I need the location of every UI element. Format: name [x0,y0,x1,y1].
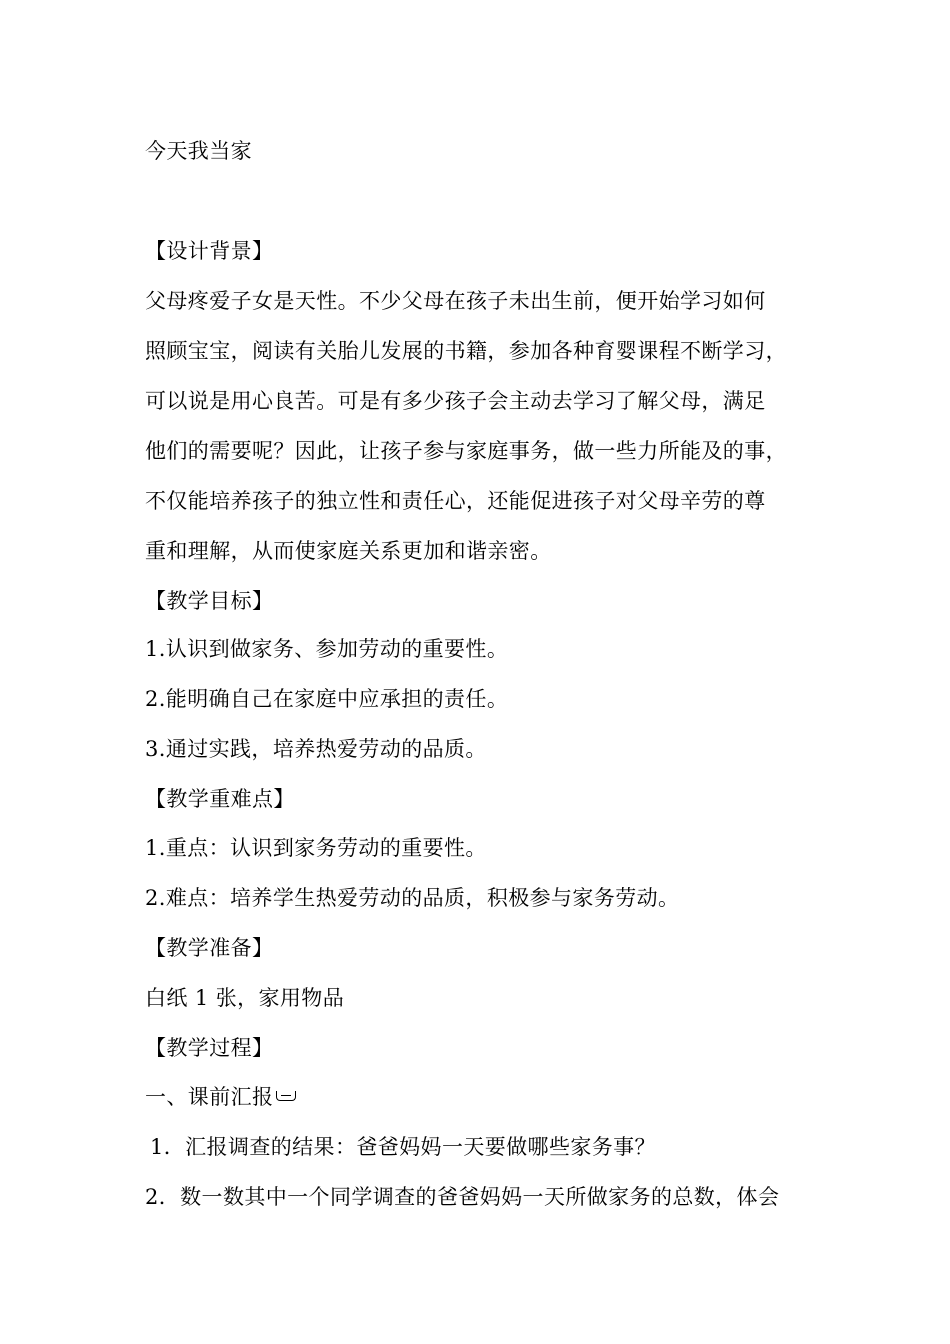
paragraph-mark-icon [276,1091,296,1101]
background-line-1: 父母疼爱子女是天性。不少父母在孩子未出生前，便开始学习如何 [145,289,766,313]
preparation-text: 白纸 1 张，家用物品 [145,986,345,1010]
process-item-1: 1．汇报调查的结果：爸爸妈妈一天要做哪些家务事？ [150,1135,656,1159]
heading-preparation: 【教学准备】 [145,936,274,960]
heading-background: 【设计背景】 [145,239,274,263]
keypoint-item-1: 1.重点：认识到家务劳动的重要性。 [145,836,487,860]
heading-goals: 【教学目标】 [145,589,274,613]
background-line-3: 可以说是用心良苦。可是有多少孩子会主动去学习了解父母，满足 [145,389,766,413]
heading-keypoints: 【教学重难点】 [145,787,295,811]
background-line-4: 他们的需要呢？因此，让孩子参与家庭事务，做一些力所能及的事， [145,439,787,463]
goal-item-3: 3.通过实践，培养热爱劳动的品质。 [145,737,487,761]
heading-process: 【教学过程】 [145,1036,274,1060]
background-line-6: 重和理解，从而使家庭关系更加和谐亲密。 [145,539,552,563]
process-step-1 [145,1082,296,1112]
goal-item-2: 2.能明确自己在家庭中应承担的责任。 [145,687,509,711]
background-line-2: 照顾宝宝，阅读有关胎儿发展的书籍，参加各种育婴课程不断学习， [145,339,787,363]
process-step-1-text: 一、课前汇报 [145,1085,274,1109]
document-title: 今天我当家 [145,139,252,163]
background-line-5: 不仅能培养孩子的独立性和责任心，还能促进孩子对父母辛劳的尊 [145,489,766,513]
keypoint-item-2: 2.难点：培养学生热爱劳动的品质，积极参与家务劳动。 [145,886,680,910]
process-item-2: 2．数一数其中一个同学调查的爸爸妈妈一天所做家务的总数，体会 [145,1185,780,1209]
goal-item-1: 1.认识到做家务、参加劳动的重要性。 [145,637,509,661]
